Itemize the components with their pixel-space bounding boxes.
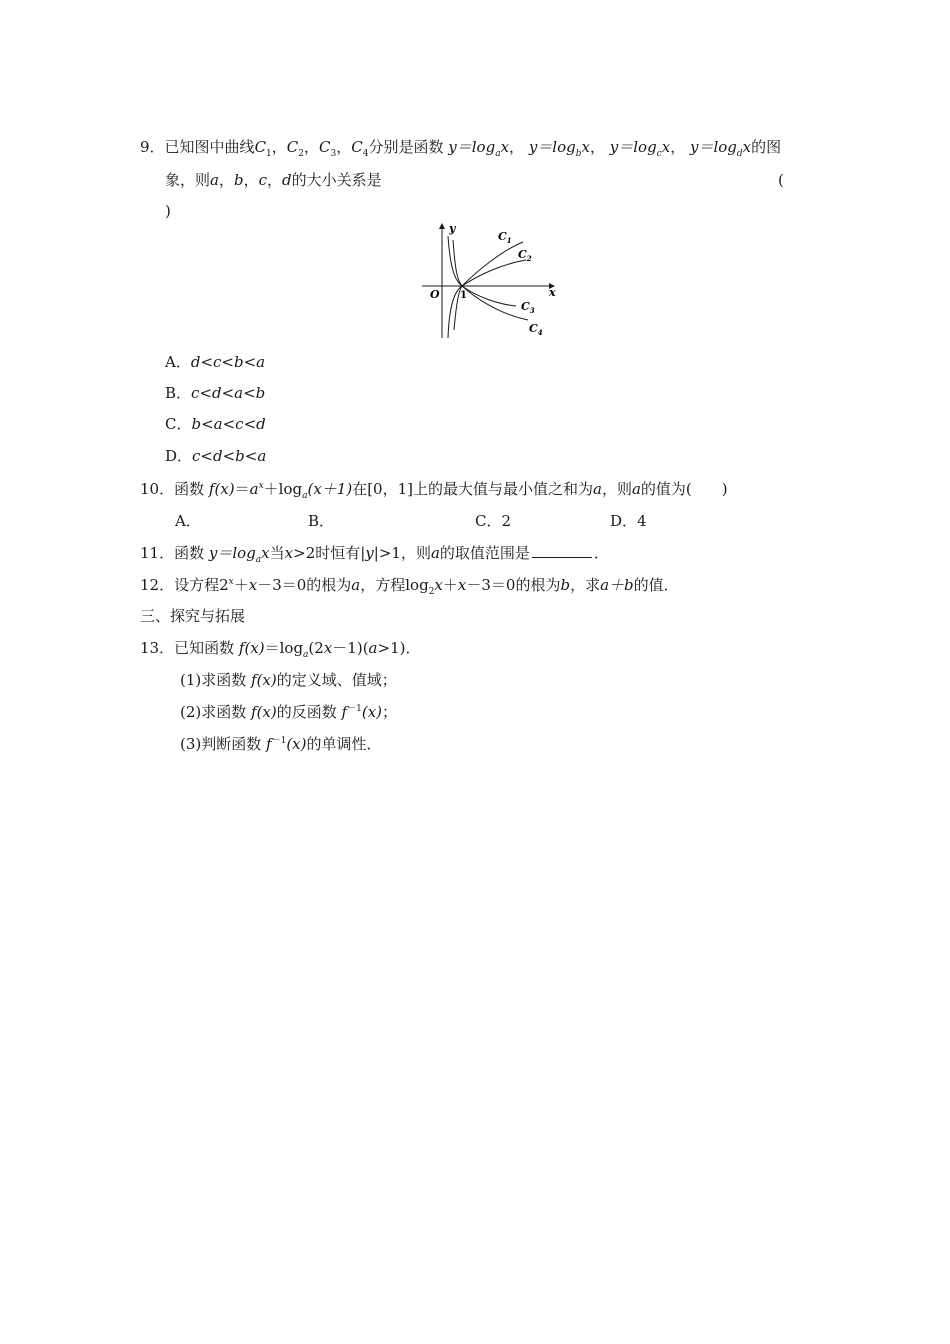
curve-c1-label: $C_1$	[498, 230, 512, 245]
q12-line: 12．设方程$2^x+x-3=0$的根为a，方程$\log_2x+x-3=0$的根为b，求a＋b的值．	[140, 576, 679, 597]
curve-c4-label: $C_4$	[529, 322, 543, 337]
q13-line: 13．已知函数 $f(x)=\log_a(2x-1)(a>1)$．	[140, 639, 421, 660]
q9-line1: 9．已知图中曲线$C_1$，$C_2$，$C_3$，$C_4$分别是函数 $y=\log_ax$， $y=\log_bx$， $y=\log_cx$， $y=\log_dx$的图	[140, 138, 782, 159]
q13-part-2: (2)求函数 f(x)的反函数 $f^{-1}(x)$；	[180, 703, 398, 721]
log-curves-figure	[418, 220, 563, 342]
answer-paren-close: )	[165, 202, 171, 220]
q9-line2: 象，则a，b，c，d的大小关系是	[165, 171, 382, 189]
q10-option-c[interactable]: C．2	[475, 512, 512, 530]
q10-option-d[interactable]: D．4	[610, 512, 647, 530]
answer-paren-open: (	[778, 171, 784, 189]
q10-line: 10．函数 $f(x)=a^x+\log_a(x+1)$在[0，1]上的最大值与最小值之和为a，则a的值为( )	[140, 480, 728, 501]
origin-label: O	[430, 288, 440, 301]
q9-option-a[interactable]: A．d<c<b<a	[165, 353, 266, 371]
curve-c3-label: $C_3$	[521, 300, 535, 315]
question-number: 9．	[140, 138, 165, 156]
q11-line: 11．函数 $y=\log_ax$当x>2时恒有|y|>1，则a的取值范围是 ．	[140, 544, 609, 565]
q9-option-b[interactable]: B．c<d<a<b	[165, 384, 266, 402]
section-heading: 三、探究与拓展	[140, 607, 246, 625]
q9-option-c[interactable]: C．b<a<c<d	[165, 415, 266, 433]
curve-c4	[453, 240, 528, 320]
q10-option-a[interactable]: A．	[175, 512, 201, 530]
q13-part-1: (1)求函数 f(x)的定义域、值域；	[180, 671, 397, 689]
x-axis-label: x	[549, 286, 556, 299]
q10-option-b[interactable]: B．	[308, 512, 335, 530]
q13-part-3: (3)判断函数 $f^{-1}(x)$的单调性．	[180, 735, 382, 753]
tick-one-label: 1	[460, 290, 467, 301]
answer-blank[interactable]	[532, 545, 592, 558]
y-axis-label: y	[449, 222, 456, 235]
q9-option-d[interactable]: D．c<d<b<a	[165, 447, 267, 465]
curve-c2-label: $C_2$	[518, 248, 532, 263]
